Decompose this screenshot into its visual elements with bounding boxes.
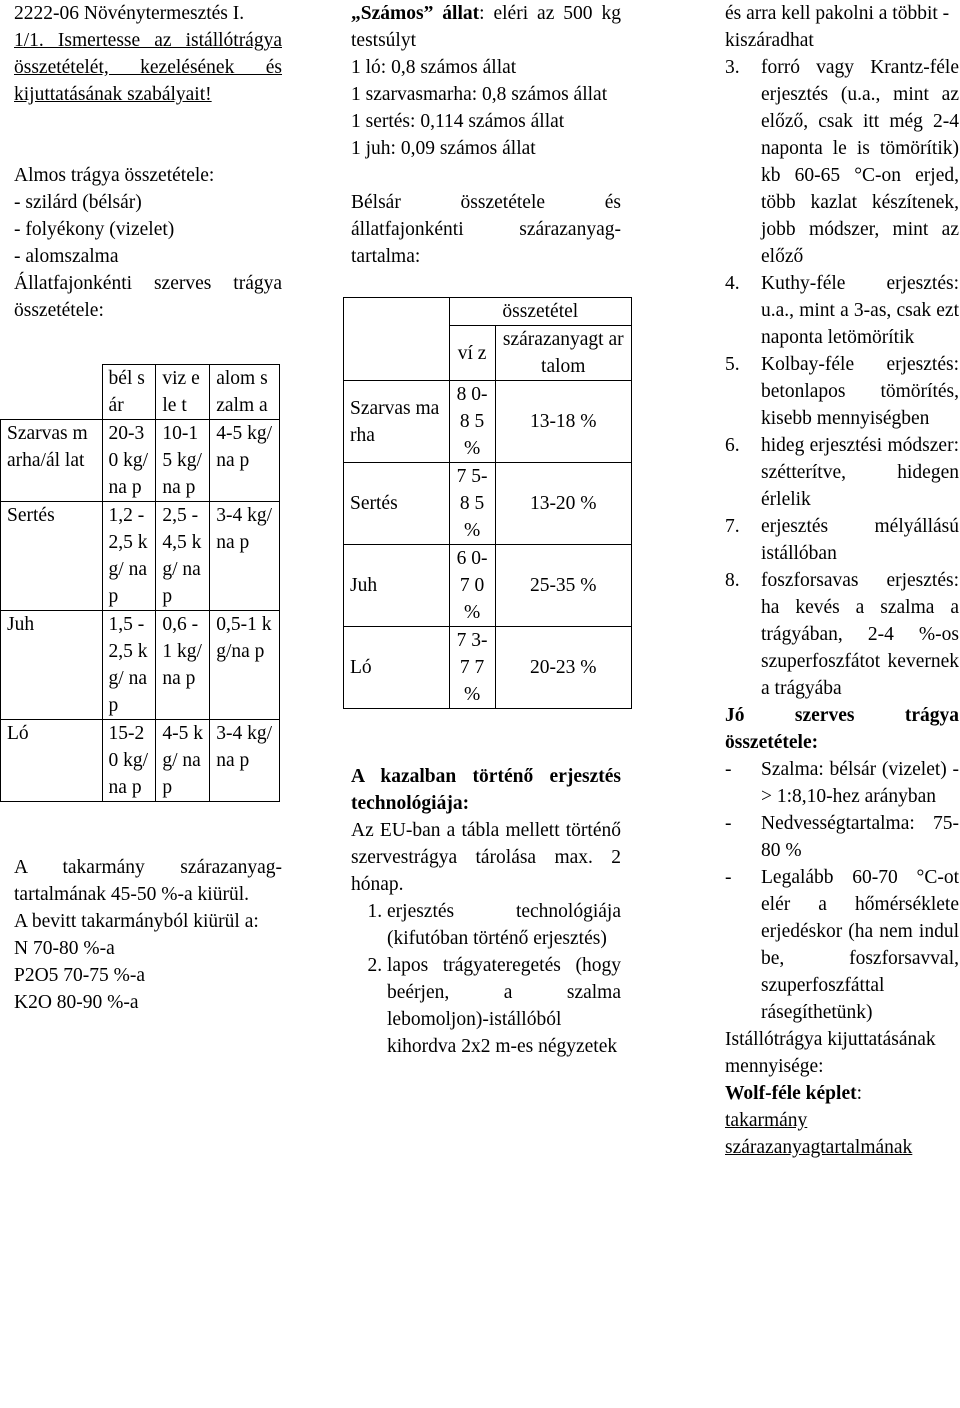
- table-row: [1, 365, 280, 420]
- table-cell: [1, 365, 103, 420]
- szamos-desc: : eléri az 500 kg testsúlyt: [351, 3, 621, 51]
- table-header: bél sár: [102, 365, 156, 420]
- table-row: [344, 298, 632, 326]
- list-item: 1. erjesztés technológiája (kifutóban történő erjesztés): [387, 898, 621, 952]
- table-cell: 7 5- 8 5 %: [449, 463, 495, 545]
- table-cell: Sertés: [344, 463, 450, 545]
- list-text: foszforsavas erjesztés: ha kevés a szalma a trágyában, 2-4 %-os szuperfoszfátot kevernek a trágyába: [761, 570, 959, 699]
- course-code: 2222-06 Növénytermesztés I.: [14, 3, 245, 24]
- wolf-term: Wolf-féle képlet: [725, 1083, 857, 1104]
- jo-title: Jó szerves trágya összetétele:: [725, 705, 959, 753]
- kazal-text: Az EU-ban a tábla mellett történő szervestrágya tárolása max. 2 hónap.: [351, 820, 621, 895]
- list-item: 2. lapos trágyateregetés (hogy beérjen, a szalma lebomoljon)-istállóból kihordva 2x2 m-es négyzetek: [387, 952, 621, 1060]
- list-item: [725, 567, 959, 702]
- list-text: Kuthy-féle erjesztés: u.a., mint a 3-as, csak ezt naponta letömörítik: [761, 273, 959, 348]
- list-number: 3.: [725, 57, 740, 78]
- table-cell: 15-20 kg/ na p: [102, 720, 156, 802]
- bevitt-text: A bevitt takarmányból kiürül a:: [14, 911, 259, 932]
- szamos-line: 1 juh: 0,09 számos állat: [351, 138, 536, 159]
- table-header: összetétel: [449, 298, 631, 326]
- table-cell: Ló: [1, 720, 103, 802]
- table-cell: Szarvas marha: [344, 381, 450, 463]
- list-item: [725, 810, 959, 864]
- table-cell: 0,5-1 kg/na p: [210, 611, 280, 720]
- table-header: viz ele t: [156, 365, 210, 420]
- table-cell: 1,5 - 2,5 kg/ na p: [102, 611, 156, 720]
- table-cell: 0,6 -1 kg/ na p: [156, 611, 210, 720]
- almos-item: - alomszalma: [14, 246, 119, 267]
- table-cell: 13-20 %: [495, 463, 631, 545]
- table-cell: 20-23 %: [495, 627, 631, 709]
- list-continuation: és arra kell pakolni a többit - kiszáradhat: [725, 3, 950, 51]
- list-text: erjesztés mélyállású istállóban: [761, 516, 959, 564]
- list-item: [725, 54, 959, 270]
- list-item: [725, 351, 959, 432]
- table-cell: Juh: [344, 545, 450, 627]
- erjesztes-list: [725, 54, 959, 702]
- column-middle: [350, 0, 624, 1060]
- szamos-term: „Számos” állat: [351, 3, 480, 24]
- list-text: forró vagy Krantz-féle erjesztés (u.a., mint az előző, csak itt még 2-4 naponta le is tömörítik) kb 60-65 °C-on erjed, több kazlat készítenek, jobb módszer, mint az előző: [761, 57, 959, 267]
- table-header: ví z: [449, 326, 495, 381]
- almos-title: Almos trágya összetétele:: [14, 165, 215, 186]
- kijuttatas-title: Istállótrágya kijuttatásának mennyisége:: [725, 1029, 936, 1077]
- takarmany-text: takarmány szárazanyagtartalmának: [725, 1110, 913, 1158]
- almos-item: - szilárd (bélsár): [14, 192, 142, 213]
- n-value: N 70-80 %-a: [14, 938, 115, 959]
- list-number: 7.: [725, 516, 740, 537]
- table-header: alom szalm a: [210, 365, 280, 420]
- column-right: [725, 0, 959, 1161]
- list-item: [725, 513, 959, 567]
- column-left: [7, 0, 282, 1016]
- list-number: 8.: [725, 570, 740, 591]
- table-cell: Szarvas marha/ál lat: [1, 420, 103, 502]
- szamos-line: 1 sertés: 0,114 számos állat: [351, 111, 565, 132]
- table-cell: 20-30 kg/ na p: [102, 420, 156, 502]
- list-item: [725, 432, 959, 513]
- list-text: Szalma: bélsár (vizelet) -> 1:8,10-hez arányban: [761, 759, 959, 807]
- list-number: 4.: [725, 273, 740, 294]
- almos-item: - folyékony (vizelet): [14, 219, 175, 240]
- table-cell: 8 0- 8 5 %: [449, 381, 495, 463]
- table-row: [1, 502, 280, 611]
- kiurul-text: A takarmány szárazanyag-tartalmának 45-50 %-a kiürül.: [14, 857, 282, 905]
- szamos-line: 1 szarvasmarha: 0,8 számos állat: [351, 84, 608, 105]
- kazal-list: [351, 898, 621, 1060]
- table-cell: Juh: [1, 611, 103, 720]
- fajonkenti-title: Állatfajonkénti szerves trágya összetétele:: [14, 273, 282, 321]
- list-text: Nedvességtartalma: 75-80 %: [761, 813, 959, 861]
- szamos-def: [351, 0, 621, 54]
- list-item: [725, 270, 959, 351]
- belsar-table: [343, 297, 632, 709]
- table-cell: 3-4 kg/na p: [210, 720, 280, 802]
- table-cell: Sertés: [1, 502, 103, 611]
- table-cell: 2,5 - 4,5 kg/ na p: [156, 502, 210, 611]
- fajonkenti-table: [0, 364, 280, 802]
- belsar-title: Bélsár összetétele és állatfajonkénti szárazanyag-tartalma:: [351, 192, 621, 267]
- list-text: Legalább 60-70 °C-ot elér a hőmérséklete erjedéskor (ha nem indul be, foszforsavval, szuperfoszfáttal rásegíthetünk): [761, 867, 959, 1023]
- table-cell: 7 3- 7 7 %: [449, 627, 495, 709]
- table-row: [344, 545, 632, 627]
- table-cell: 3-4 kg/na p: [210, 502, 280, 611]
- k2o-value: K2O 80-90 %-a: [14, 992, 139, 1013]
- dash-marker: -: [725, 759, 732, 780]
- table-cell: 13-18 %: [495, 381, 631, 463]
- table-cell: 1,2 - 2,5 kg/ na p: [102, 502, 156, 611]
- list-number: 6.: [725, 435, 740, 456]
- kazal-title: A kazalban történő erjesztés technológiája:: [351, 766, 621, 814]
- list-item: [725, 756, 959, 810]
- list-number: 5.: [725, 354, 740, 375]
- table-row: [344, 381, 632, 463]
- wolf-colon: :: [856, 1083, 863, 1104]
- szamos-line: 1 ló: 0,8 számos állat: [351, 57, 517, 78]
- dash-marker: -: [725, 867, 732, 888]
- table-cell: 10-15 kg/ na p: [156, 420, 210, 502]
- table-row: [1, 420, 280, 502]
- table-cell: 6 0- 7 0 %: [449, 545, 495, 627]
- wolf-line: [725, 1080, 959, 1107]
- table-row: [1, 720, 280, 802]
- table-header: szárazanyagt artalom: [495, 326, 631, 381]
- p2o5-value: P2O5 70-75 %-a: [14, 965, 146, 986]
- table-cell: Ló: [344, 627, 450, 709]
- table-row: [1, 611, 280, 720]
- table-cell: 4-5 kg/na p: [210, 420, 280, 502]
- table-cell: [344, 298, 450, 381]
- task-title: 1/1. Ismertesse az istállótrágya összetételét, kezelésének és kijuttatásának szabályait!: [14, 30, 282, 105]
- table-cell: 25-35 %: [495, 545, 631, 627]
- table-row: [344, 463, 632, 545]
- list-text: hideg erjesztési módszer: szétterítve, hidegen érlelik: [761, 435, 959, 510]
- table-row: [344, 627, 632, 709]
- list-item: [725, 864, 959, 1026]
- jo-list: [725, 756, 959, 1026]
- dash-marker: -: [725, 813, 732, 834]
- list-text: Kolbay-féle erjesztés: betonlapos tömörítés, kisebb mennyiségben: [761, 354, 959, 429]
- table-cell: 4-5 kg/ na p: [156, 720, 210, 802]
